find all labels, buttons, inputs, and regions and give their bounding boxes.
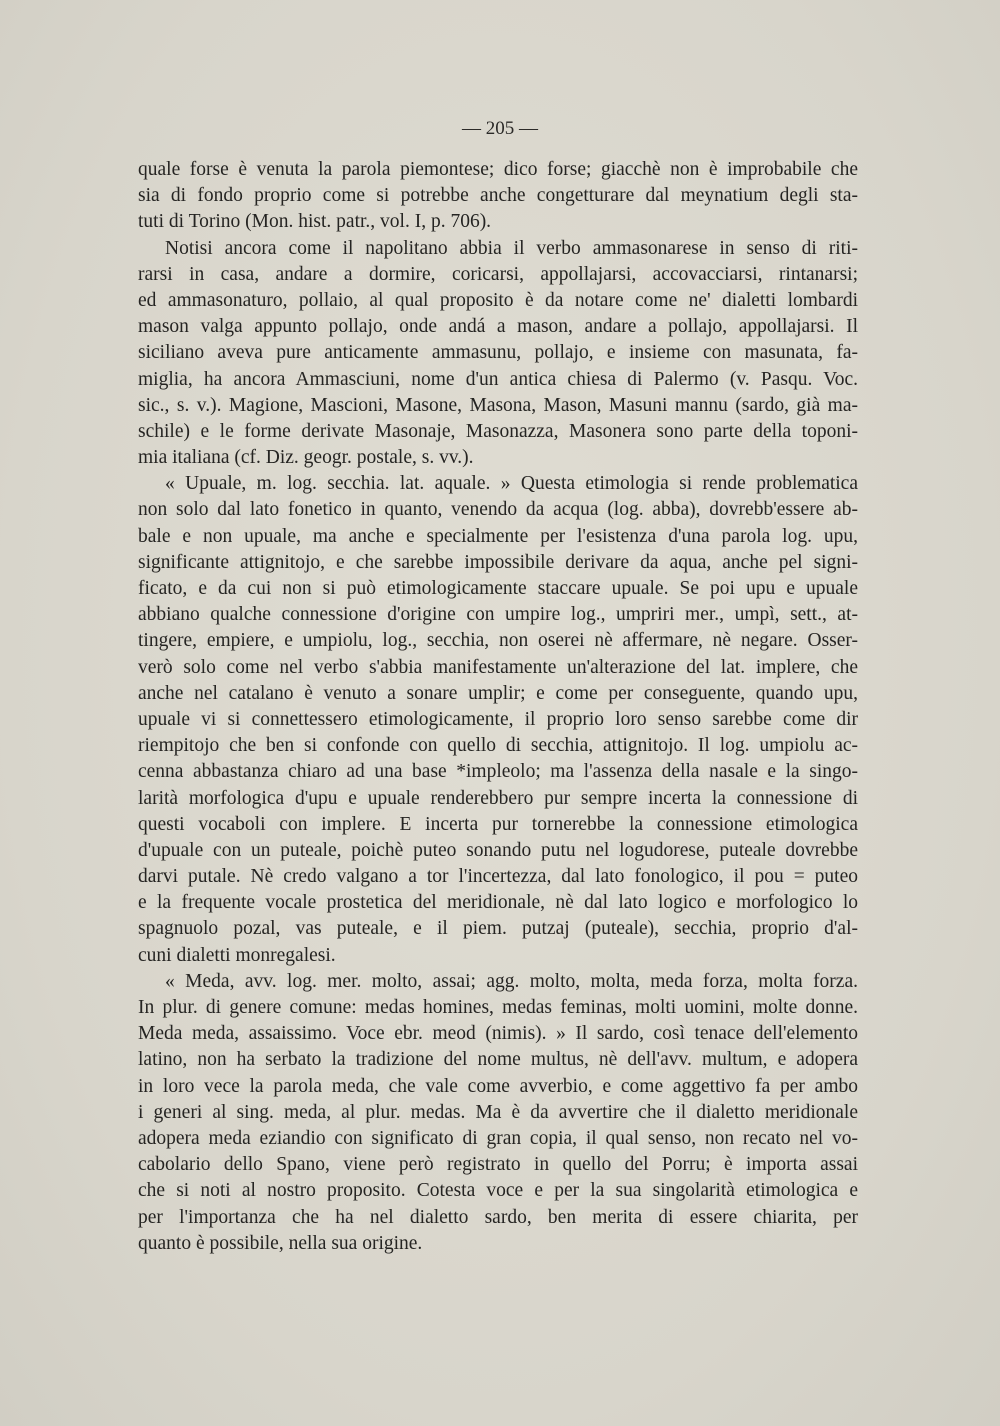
text-line: significante attignitojo, e che sarebbe impossibile derivare da aqua, anche pel signi- [138, 551, 858, 573]
text-line: cuni dialetti monregalesi. [138, 944, 336, 966]
text-line: quale forse è venuta la parola piemontese; dico forse; giacchè non è improbabile che [138, 159, 858, 180]
text-line: quanto è possibile, nella sua origine. [138, 1232, 423, 1254]
text-line: « Meda, avv. log. mer. molto, assai; agg. molto, molta, meda forza, molta forza. [165, 970, 858, 992]
text-line: questi vocaboli con implere. E incerta pur tornerebbe la connessione etimologica [138, 813, 858, 835]
text-line: i generi al sing. meda, al plur. medas. Ma è da avvertire che il dialetto meridionale [138, 1101, 858, 1123]
text-line: mason valga appunto pollajo, onde andá a mason, andare a pollajo, appollajarsi. Il [138, 316, 858, 338]
text-line: verò solo come nel verbo s'abbia manifestamente un'alterazione del lat. implere, che [138, 656, 858, 678]
text-line: rarsi in casa, andare a dormire, coricarsi, appollajarsi, accovacciarsi, rintanarsi; [138, 263, 858, 285]
text-line: tuti di Torino (Mon. hist. patr., vol. I, p. 706). [138, 211, 492, 233]
text-line: d'upuale con un puteale, poichè puteo sonando putu nel logudorese, puteale dovrebbe [138, 839, 858, 861]
text-line: per l'importanza che ha nel dialetto sardo, ben merita di essere chiarita, per [138, 1206, 858, 1228]
text-line: schile) e le forme derivate Masonaje, Masonazza, Masonera sono parte della toponi- [138, 420, 858, 442]
text-line: ed ammasonaturo, pollaio, al qual proposito è da notare come ne' dialetti lombardi [138, 289, 858, 311]
text-line: sia di fondo proprio come si potrebbe anche congetturare dal meynatium degli sta- [138, 185, 858, 207]
text-line: latino, non ha serbato la tradizione del nome multus, nè dell'avv. multum, e adopera [138, 1049, 858, 1071]
text-line: siciliano aveva pure anticamente ammasunu, pollajo, e insieme con masunata, fa- [138, 342, 858, 364]
text-line: mia italiana (cf. Diz. geogr. postale, s. vv.). [138, 447, 474, 469]
text-line: darvi putale. Nè credo valgano a tor l'incertezza, dal lato fonologico, il pou = puteo [138, 866, 858, 888]
text-line: « Upuale, m. log. secchia. lat. aquale. » Questa etimologia si rende problematica [165, 473, 858, 495]
text-line: che si noti al nostro proposito. Cotesta voce e per la sua singolarità etimologica e [138, 1180, 858, 1202]
text-line: in loro vece la parola meda, che vale come avverbio, e come aggettivo fa per ambo [138, 1075, 858, 1097]
text-line: Meda meda, assaissimo. Voce ebr. meod (nimis). » Il sardo, così tenace dell'elemento [138, 1023, 858, 1045]
text-line: non solo dal lato fonetico in quanto, venendo da acqua (log. abba), dovrebb'essere ab- [138, 499, 858, 521]
text-line: upuale vi si connettessero etimologicamente, il proprio loro senso sarebbe come dir [138, 708, 858, 730]
text-line: bale e non upuale, ma anche e specialmente per l'esistenza d'una parola log. upu, [138, 525, 858, 547]
text-line: riempitojo che ben si confonde con quello di secchia, attignitojo. Il log. umpiolu ac- [138, 735, 858, 757]
text-line: sic., s. v.). Magione, Mascioni, Masone, Masona, Mason, Masuni mannu (sardo, già ma- [138, 394, 858, 416]
text-line: In plur. di genere comune: medas homines, medas feminas, molti uomini, molte donne. [138, 997, 858, 1018]
text-line: adopera meda eziandio con significato di gran copia, il qual senso, non recato nel vo- [138, 1127, 858, 1149]
text-line: tingere, empiere, e umpiolu, log., secchia, non oserei nè affermare, nè negare. Osser- [138, 630, 858, 652]
text-line: anche nel catalano è venuto a sonare umplir; e come per conseguente, quando upu, [138, 682, 858, 704]
text-line: spagnuolo pozal, vas puteale, e il piem. putzaj (puteale), secchia, proprio d'al- [138, 918, 858, 940]
text-line: cenna abbastanza chiaro ad una base *impleolo; ma l'assenza della nasale e la singo- [138, 761, 858, 783]
text-line: cabolario dello Spano, viene però registrato in quello del Porru; è importa assai [138, 1154, 858, 1176]
text-line: larità morfologica d'upu e upuale renderebbero pur sempre incerta la connessione di [138, 787, 858, 809]
text-line: e la frequente vocale prostetica del meridionale, nè dal lato logico e morfologico lo [138, 892, 858, 914]
text-line: Notisi ancora come il napolitano abbia il verbo ammasonarese in senso di riti- [165, 237, 858, 259]
text-line: abbiano qualche connessione d'origine con umpire log., umpriri mer., umpì, sett., at- [138, 604, 858, 626]
page-number: — 205 — [462, 118, 538, 139]
text-line: miglia, ha ancora Ammasciuni, nome d'un antica chiesa di Palermo (v. Pasqu. Voc. [138, 368, 858, 390]
body-text [138, 157, 858, 1257]
text-line: ficato, e da cui non si può etimologicamente staccare upuale. Se poi upu e upuale [138, 578, 858, 599]
